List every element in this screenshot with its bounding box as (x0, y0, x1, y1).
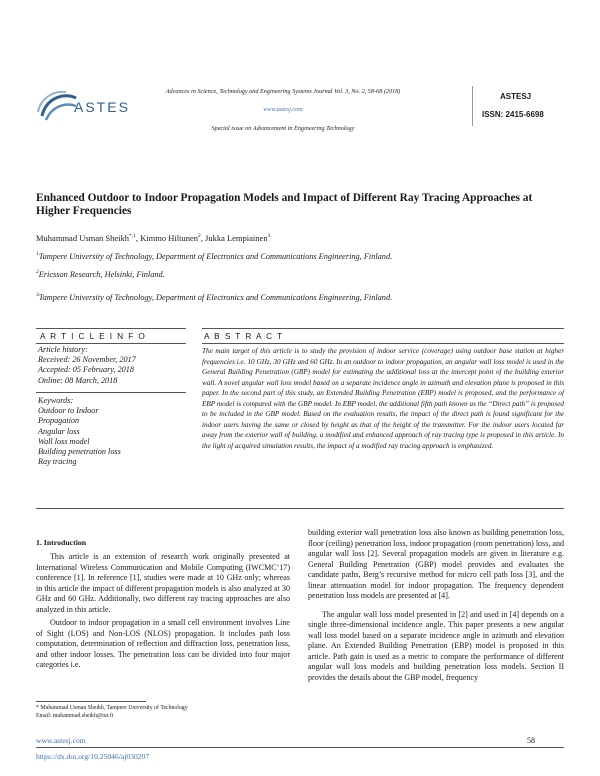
divider (36, 343, 186, 344)
paper-title: Enhanced Outdoor to Indoor Propagation Models and Impact of Different Ray Tracing Approaches at Higher Frequencies (36, 192, 533, 217)
divider (36, 328, 186, 329)
paragraph: This article is an extension of research work originally presented at International Wireless Communication and Mobile Computing (IWCMC’17) conference [1]. In reference [1], studies were made at 10 GHz only; whereas in this article the impact of different propagation models is also analyzed at 30 GHz and 60 GHz. Additionally, two different ray tracing approaches are also analyzed in this article. (36, 552, 290, 614)
issn: ISSN: 2415-6698 (482, 110, 544, 119)
journal-code: ASTESJ (500, 92, 532, 101)
abstract-body: The main target of this article is to study the provision of indoor service (coverage) using outdoor base station at higher frequencies i.e. 10 GHz, 30 GHz and 60 GHz. In an outdoor to indoor propagation, an angular wall loss model is used in the General Building Penetration (GBP) model for estimating the additional loss at the intercept point of the building exterior wall. A novel angular wall loss model based on a separate incidence angle in azimuth and elevation plane is proposed in this paper. In the second part of this study, an Extended Building Penetration (EBP) model is proposed, and the performance of EBP model is compared with the GBP model. In EBP model, the additional fifth path known as the “Direct path” is proposed to be included in the GBP model. Based on the evaluation results, the impact of the direct path is found significant for the indoor users having the same or closed by height as that of the height of the transmitter. For the indoor users located far away from the exterior wall of building, a modified and enhanced approach of ray tracing type is proposed in this article. In the light of acquired simulation results, the impact of a modified ray tracing approach is emphasized. (202, 347, 564, 450)
article-info-heading: A R T I C L E I N F O (40, 331, 147, 341)
keyword: Building penetration loss (38, 447, 121, 457)
footnote (36, 705, 188, 720)
paragraph: The angular wall loss model presented in [2] and used in [4] depends on a single three-dimensional incidence angle. This paper presents a new angular wall loss model based on a separate incidence angle in azimuth and elevation plane. An Extended Building Penetration (EBP) model is proposed in this article. Path gain is used as a metric to compare the performance of different angular wall loss models and building penetration loss models. Section II provides the details about the GBP model, frequency (308, 609, 564, 682)
footnote-author: * Muhammad Usman Sheikh, Tampere University of Technology (36, 705, 188, 711)
author-sup: 2 (198, 233, 201, 240)
keyword: Propagation (38, 416, 80, 426)
author-sup: 3 (267, 233, 271, 240)
accepted-date: Accepted: 05 February, 2018 (38, 365, 134, 375)
affiliation: $^2$Ericsson Research, Helsinki, Finland. (36, 269, 165, 279)
paragraph: Outdoor to indoor propagation in a small cell environment involves Line of Sight (LOS) and Non-LOS (NLOS) propagation. It includes path loss computation, determination of reflection and diffraction loss, penetration loss, and other indoor losses. The penetration loss can be divided into four major categories i.e. (36, 618, 290, 669)
divider (36, 508, 564, 509)
keyword: Ray tracing (38, 457, 77, 467)
author-name: Kimmo Hiltunen (140, 233, 199, 243)
keyword: Wall loss model (38, 436, 90, 446)
author-sup: *,1 (129, 233, 136, 240)
logo-text: ASTES (74, 99, 130, 115)
astes-logo-icon (36, 86, 146, 126)
article-history (38, 345, 136, 386)
left-column (36, 552, 290, 671)
keywords-label: Keywords: (38, 396, 74, 405)
author-name: Jukka Lempiainen (205, 233, 268, 243)
history-label: Article history: (38, 345, 88, 354)
keywords (38, 396, 121, 467)
journal-citation: Advances in Science, Technology and Engineering Systems Journal Vol. 3, No. 2, 58-68 (2018) (165, 88, 401, 95)
keyword: Angular loss (38, 426, 80, 436)
affiliation: $^3$Tampere University of Technology, Department of Electronics and Communications Engineering, Finland. (36, 292, 393, 302)
special-issue: Special issue on Advancement in Engineering Technology (211, 125, 355, 132)
footer-rule (36, 747, 564, 748)
section-heading: 1. Introduction (36, 538, 87, 547)
page-number: 58 (527, 736, 535, 745)
divider (36, 392, 186, 393)
paragraph: building exterior wall penetration loss also known as building penetration loss, floor (ceiling) penetration loss, indoor propagation (room penetration) loss, and angular wall loss [2]. Several propagation models are given in literature e.g. General Building Penetration (GBP) model provides and evaluates the candidate paths, Berg’s recursive method for micro cell path loss [3], and the linear attenuation model for indoor propagation. The frequency dependent penetration loss models are presented at [4]. (308, 528, 564, 600)
doi-link[interactable]: https://dx.doi.org/10.25046/aj030207 (36, 752, 150, 761)
right-column (308, 528, 564, 683)
keyword: Outdoor to Indoor (38, 406, 99, 416)
author-name: Muhammad Usman Sheikh (36, 233, 130, 243)
astes-logo (36, 86, 146, 126)
online-date: Online: 08 March, 2018 (38, 375, 118, 385)
footnote-email: Email: muhammad.sheikh@tut.fi (36, 712, 114, 719)
received-date: Received: 26 November, 2017 (38, 355, 136, 365)
journal-url-link[interactable]: www.astesj.com (263, 106, 303, 113)
affiliation: $^1$Tampere University of Technology, Department of Electronics and Communications Engineering, Finland. (36, 251, 393, 261)
footer-url-link[interactable]: www.astesj.com (36, 736, 86, 745)
abstract-heading: A B S T R A C T (204, 331, 284, 341)
divider (202, 328, 564, 329)
author-list: Muhammad Usman Sheikh$^{*,1}$, Kimmo Hiltunen$^2$, Jukka Lempiainen$^3$ (36, 233, 271, 243)
divider (202, 343, 564, 344)
footnote-rule (36, 701, 146, 702)
